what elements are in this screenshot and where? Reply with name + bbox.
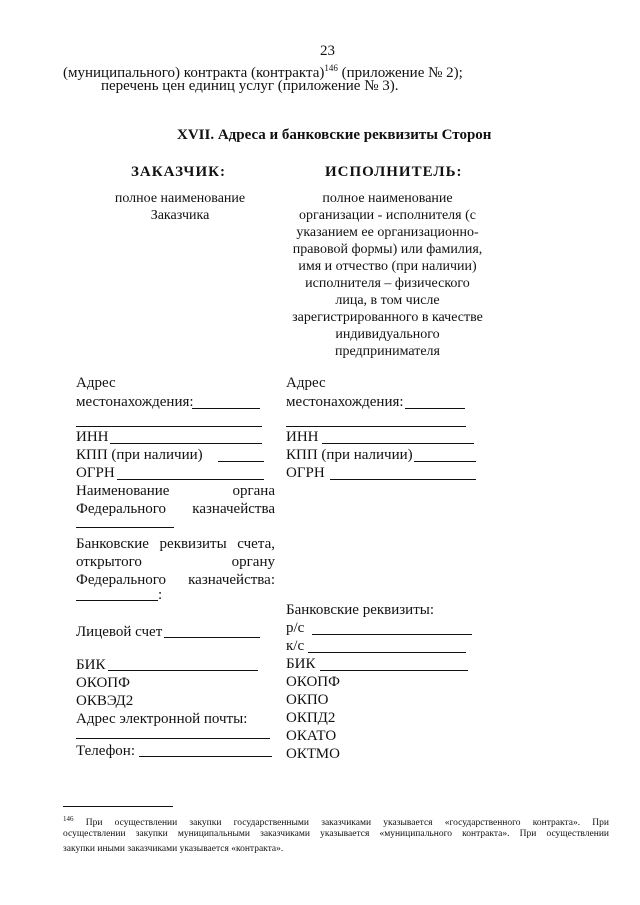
- intro-line-1-text-b: (приложение № 2);: [337, 65, 463, 81]
- contractor-kpp-label: КПП (при наличии): [286, 447, 413, 463]
- contractor-bank-details-label: Банковские реквизиты:: [286, 602, 435, 618]
- customer-okved2-label: ОКВЭД2: [76, 693, 134, 709]
- caption-line: Заказчика: [150, 208, 210, 223]
- customer-phone-field[interactable]: [139, 756, 272, 757]
- customer-ogrn-field[interactable]: [117, 479, 264, 480]
- caption-line: организации - исполнителя (с: [299, 208, 476, 223]
- customer-bank-line-1: [76, 535, 275, 553]
- word: органа: [232, 483, 275, 499]
- caption-line: лица, в том числе: [335, 293, 440, 308]
- customer-phone-label: Телефон:: [76, 743, 135, 759]
- contractor-rs-field[interactable]: [312, 634, 472, 635]
- customer-bank-line-3: [76, 571, 275, 589]
- word: счета,: [237, 536, 275, 552]
- word: открытого: [76, 554, 142, 570]
- contractor-ogrn-label: ОГРН: [286, 465, 325, 481]
- footnote-line-2: осуществлении закупки муниципальными заказчиками указывается «муниципального контракта». При осуществлении: [63, 829, 609, 839]
- contractor-bik-label: БИК: [286, 656, 316, 672]
- contractor-okopf-label: ОКОПФ: [286, 674, 340, 690]
- page-number: 23: [320, 43, 335, 59]
- customer-header: ЗАКАЗЧИК:: [131, 164, 226, 180]
- customer-treasury-field[interactable]: [76, 527, 174, 528]
- word: Федерального: [76, 501, 167, 517]
- customer-address-field[interactable]: [192, 408, 260, 409]
- footnote-ref: 146: [324, 63, 338, 73]
- customer-bank-field[interactable]: [76, 600, 158, 601]
- contractor-ks-label: к/с: [286, 638, 305, 654]
- section-title: XVII. Адреса и банковские реквизиты Сторон: [177, 127, 492, 143]
- footnote-number: 146: [63, 815, 74, 823]
- customer-okopf-label: ОКОПФ: [76, 675, 130, 691]
- contractor-ks-field[interactable]: [308, 652, 466, 653]
- caption-line: предпринимателя: [335, 344, 440, 359]
- word: Банковские: [76, 536, 149, 552]
- contractor-inn-label: ИНН: [286, 429, 319, 445]
- word: Федерального: [76, 572, 167, 588]
- customer-kpp-label: КПП (при наличии): [76, 447, 203, 463]
- customer-treasury-line-1: [76, 482, 275, 500]
- contractor-bik-field[interactable]: [320, 670, 468, 671]
- customer-address-field-2[interactable]: [76, 426, 262, 427]
- intro-line-2: перечень цен единиц услуг (приложение № 3).: [101, 78, 399, 94]
- caption-line: имя и отчество (при наличии): [298, 259, 477, 274]
- contractor-okpo-label: ОКПО: [286, 692, 329, 708]
- caption-line: исполнителя – физического: [305, 276, 470, 291]
- contractor-address-label-2: местонахождения:: [286, 394, 404, 410]
- contractor-ogrn-field[interactable]: [330, 479, 476, 480]
- contractor-inn-field[interactable]: [322, 443, 474, 444]
- contractor-oktmo-label: ОКТМО: [286, 746, 340, 762]
- customer-email-field[interactable]: [76, 738, 270, 739]
- contractor-okpd2-label: ОКПД2: [286, 710, 336, 726]
- customer-bik-field[interactable]: [108, 670, 258, 671]
- contractor-rs-label: р/с: [286, 620, 305, 636]
- caption-line: индивидуального: [335, 327, 440, 342]
- customer-kpp-field[interactable]: [218, 461, 264, 462]
- contractor-address-field[interactable]: [405, 408, 465, 409]
- word: Наименование: [76, 483, 170, 499]
- customer-email-label: Адрес электронной почты:: [76, 711, 248, 727]
- customer-address-label-1: Адрес: [76, 375, 116, 391]
- caption-line: зарегистрированного в качестве: [292, 310, 483, 325]
- customer-treasury-line-2: [76, 500, 275, 518]
- caption-line: полное наименование: [114, 191, 246, 206]
- footnote-text: При осуществлении закупки государственными заказчиками указывается «государственного контракта». При: [85, 818, 609, 829]
- customer-bank-line-2: [76, 553, 275, 571]
- customer-bik-label: БИК: [76, 657, 106, 673]
- word: казначейства: [192, 501, 275, 517]
- contractor-header: ИСПОЛНИТЕЛЬ:: [325, 164, 463, 180]
- customer-address-label-2: местонахождения:: [76, 394, 194, 410]
- customer-ogrn-label: ОГРН: [76, 465, 115, 481]
- contractor-address-field-2[interactable]: [286, 426, 466, 427]
- contractor-okato-label: ОКАТО: [286, 728, 337, 744]
- footnote-separator: [63, 806, 173, 807]
- customer-personal-account-label: Лицевой счет: [76, 624, 163, 640]
- contractor-kpp-field[interactable]: [414, 461, 476, 462]
- caption-line: правовой формы) или фамилия,: [292, 242, 483, 257]
- intro-line-1-text-a: (муниципального) контракта (контракта): [63, 65, 325, 81]
- contractor-address-label-1: Адрес: [286, 375, 326, 391]
- word: реквизиты: [159, 536, 227, 552]
- customer-inn-label: ИНН: [76, 429, 109, 445]
- contractor-name-caption: [275, 190, 500, 360]
- footnote-line-3: закупки иными заказчиками указывается «контракта».: [63, 844, 284, 854]
- customer-inn-field[interactable]: [110, 443, 262, 444]
- caption-line: указанием ее организационно-: [296, 225, 479, 240]
- customer-name-caption: [90, 190, 270, 224]
- customer-bank-colon: :: [158, 587, 163, 603]
- caption-line: полное наименование: [322, 191, 453, 206]
- customer-personal-account-field[interactable]: [164, 637, 260, 638]
- word: органу: [231, 554, 275, 570]
- word: казначейства:: [188, 572, 275, 588]
